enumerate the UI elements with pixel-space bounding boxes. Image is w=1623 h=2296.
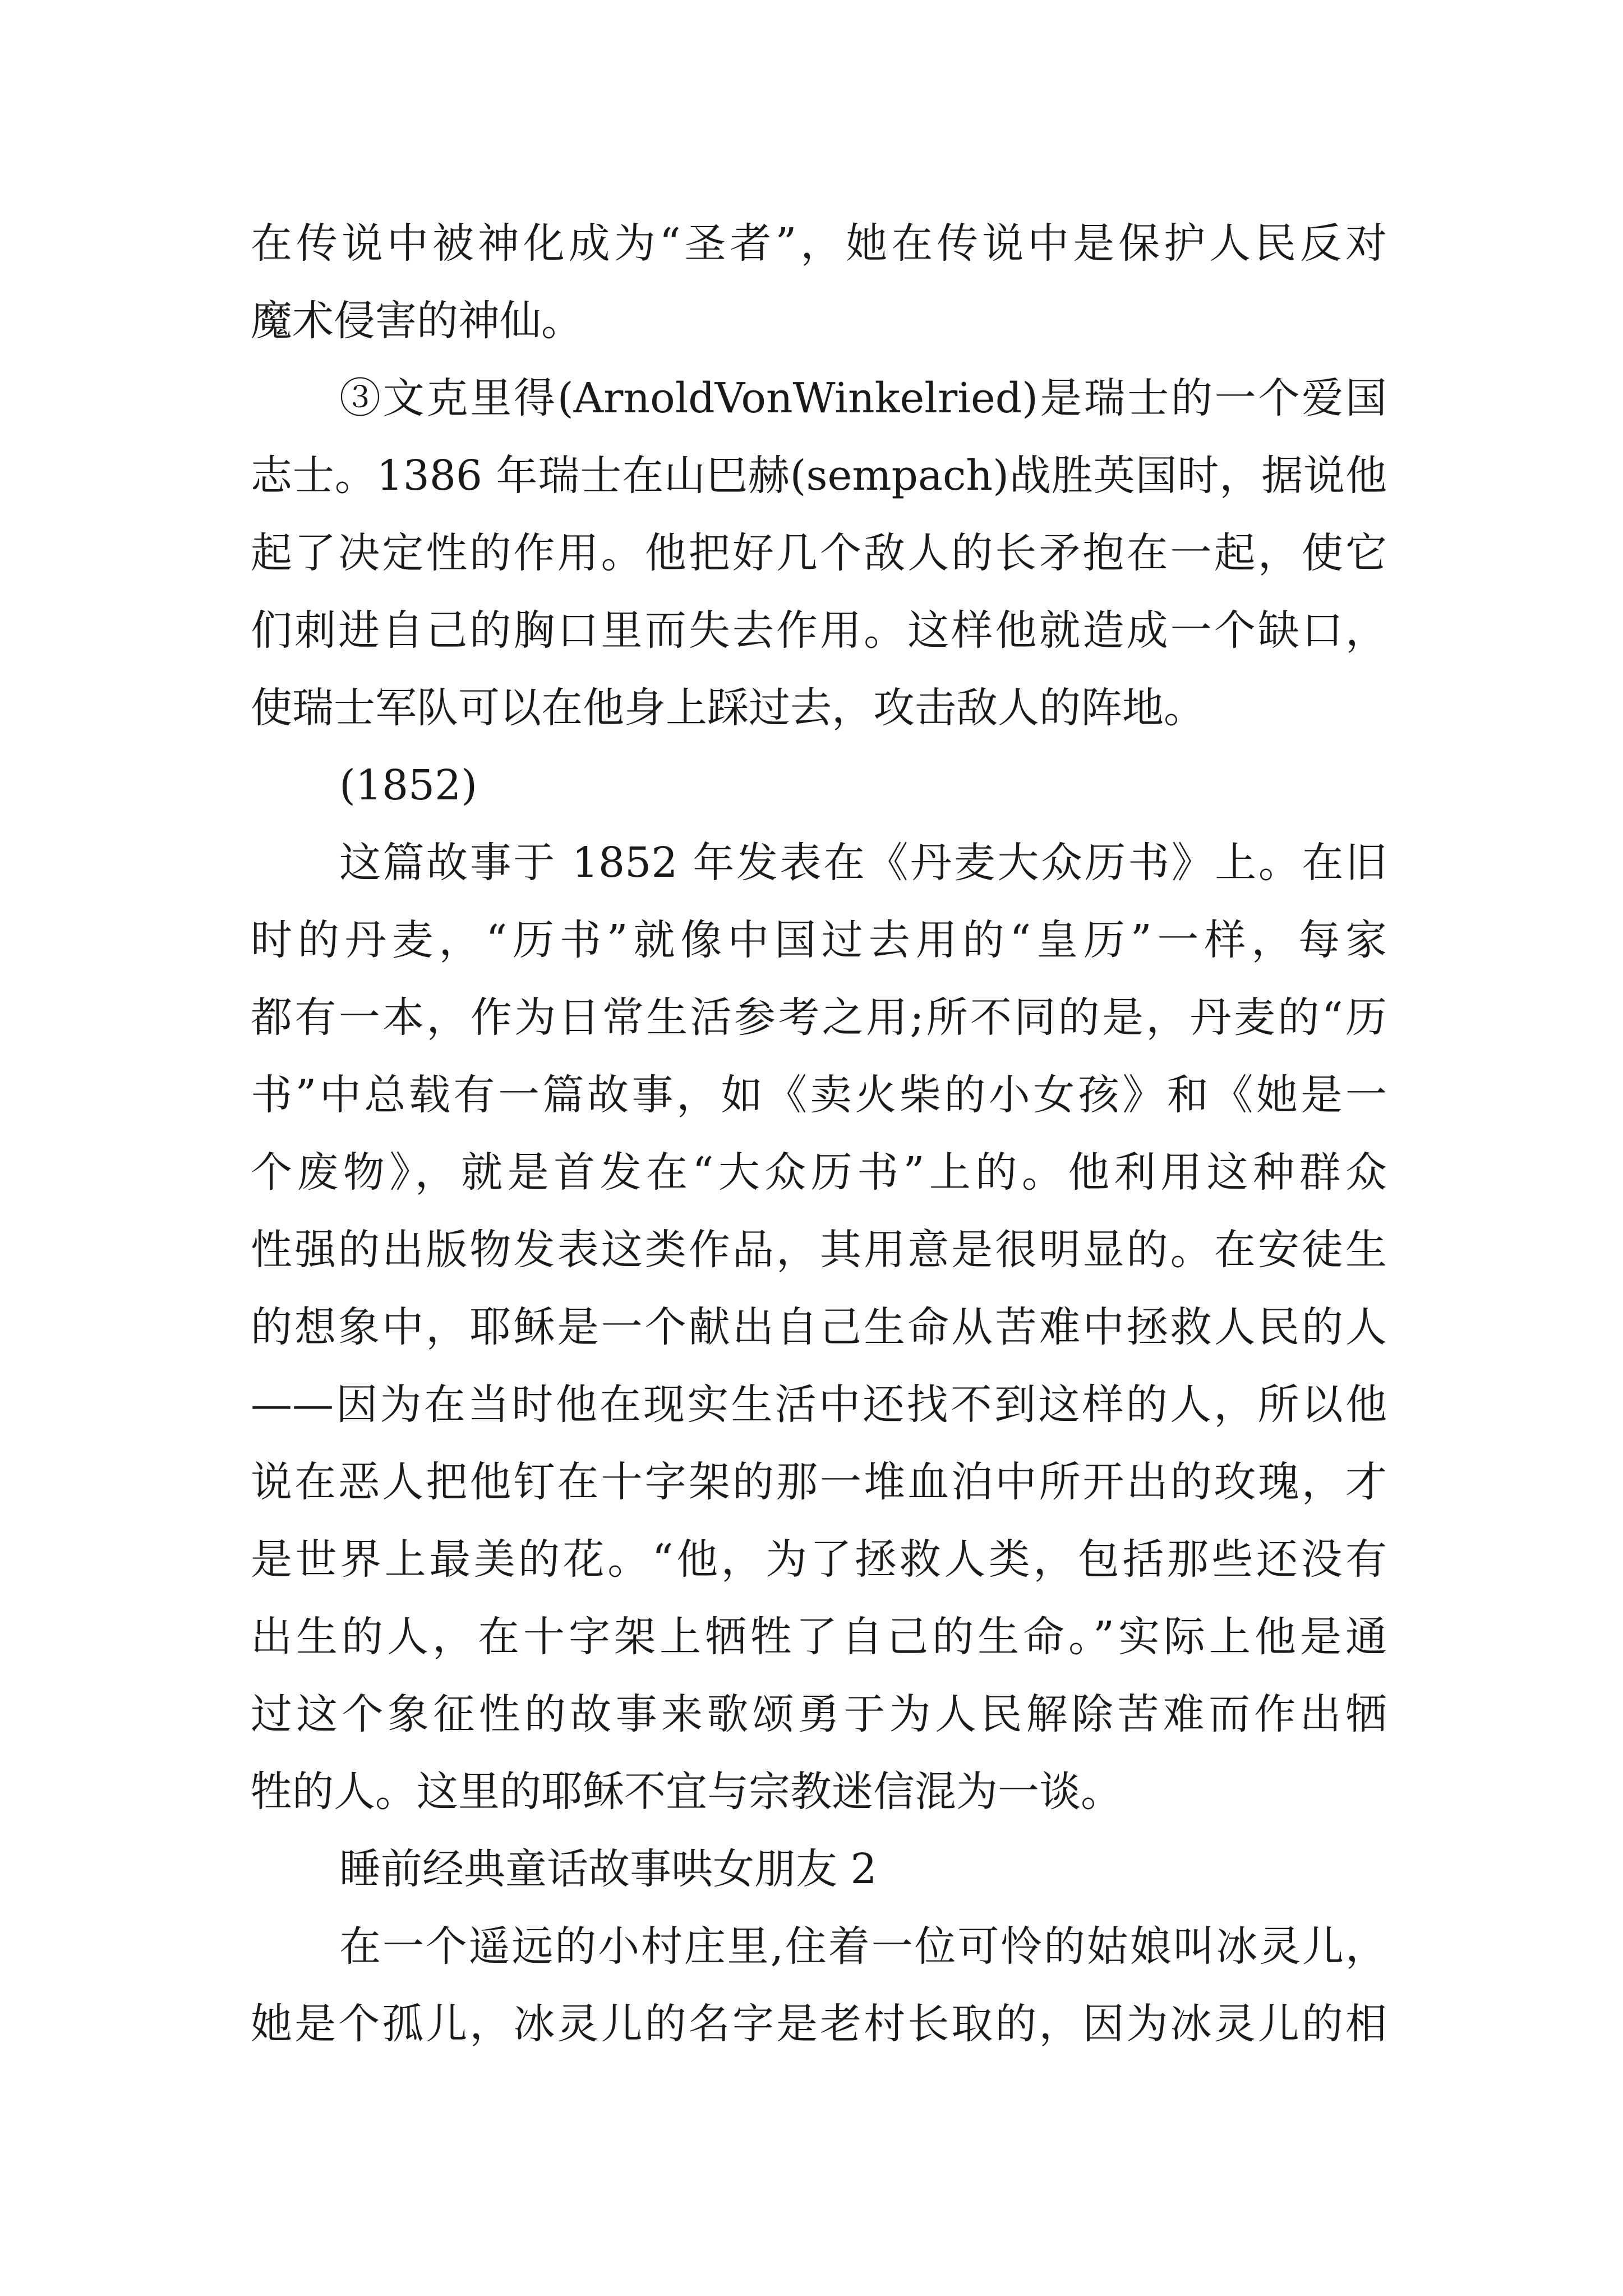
- text-line: 在传说中被神化成为“圣者”，她在传说中是保护人民反对: [251, 219, 1387, 268]
- commentary-paragraph: [251, 824, 1387, 1830]
- text-line: ——因为在当时他在现实生活中还找不到这样的人，所以他: [251, 1381, 1387, 1429]
- text-line: 都有一本，作为日常生活参考之用;所不同的是，丹麦的“历: [251, 993, 1387, 1042]
- text-line: 个废物》，就是首发在“大众历书”上的。他利用这种群众: [251, 1148, 1387, 1197]
- text-line: 说在恶人把他钉在十字架的那一堆血泊中所开出的玫瑰，才: [251, 1458, 1387, 1506]
- year-note: (1852): [339, 761, 478, 809]
- text-line: 们刺进自己的胸口里而失去作用。这样他就造成一个缺口，: [251, 606, 1387, 655]
- text-line: 的想象中，耶稣是一个献出自己生命从苦难中拯救人民的人: [251, 1303, 1387, 1351]
- text-line: 出生的人，在十字架上牺牲了自己的生命。”实际上他是通: [251, 1613, 1387, 1661]
- text-line: 志士。1386 年瑞士在山巴赫(sempach)战胜英国时，据说他: [251, 452, 1387, 500]
- text-line: 过这个象征性的故事来歌颂勇于为人民解除苦难而作出牺: [251, 1690, 1387, 1738]
- text-line: 书”中总载有一篇故事，如《卖火柴的小女孩》和《她是一: [251, 1071, 1387, 1119]
- text-line: ③文克里得(ArnoldVonWinkelried)是瑞士的一个爱国: [339, 374, 1387, 422]
- footnote-continuation: [251, 205, 1387, 360]
- text-line: 这篇故事于 1852 年发表在《丹麦大众历书》上。在旧: [339, 839, 1387, 887]
- text-line: 牲的人。这里的耶稣不宜与宗教迷信混为一谈。: [251, 1768, 1122, 1816]
- text-line: 性强的出版物发表这类作品，其用意是很明显的。在安徒生: [251, 1226, 1387, 1274]
- footnote-3: [251, 360, 1387, 747]
- text-line: 起了决定性的作用。他把好几个敌人的长矛抱在一起，使它: [251, 529, 1387, 577]
- text-line: 在一个遥远的小村庄里,住着一位可怜的姑娘叫冰灵儿，: [339, 1922, 1387, 1971]
- text-line: 使瑞士军队可以在他身上踩过去，攻击敌人的阵地。: [251, 684, 1205, 732]
- text-line: 是世界上最美的花。“他，为了拯救人类，包括那些还没有: [251, 1535, 1387, 1584]
- text-line: 时的丹麦，“历书”就像中国过去用的“皇历”一样，每家: [251, 916, 1387, 964]
- story-paragraph: [251, 1908, 1387, 2063]
- section-heading: 睡前经典童话故事哄女朋友 2: [339, 1845, 877, 1893]
- document-body: [251, 205, 1387, 2063]
- text-line: 魔术侵害的神仙。: [251, 297, 583, 345]
- text-line: 她是个孤儿，冰灵儿的名字是老村长取的，因为冰灵儿的相: [251, 2000, 1387, 2048]
